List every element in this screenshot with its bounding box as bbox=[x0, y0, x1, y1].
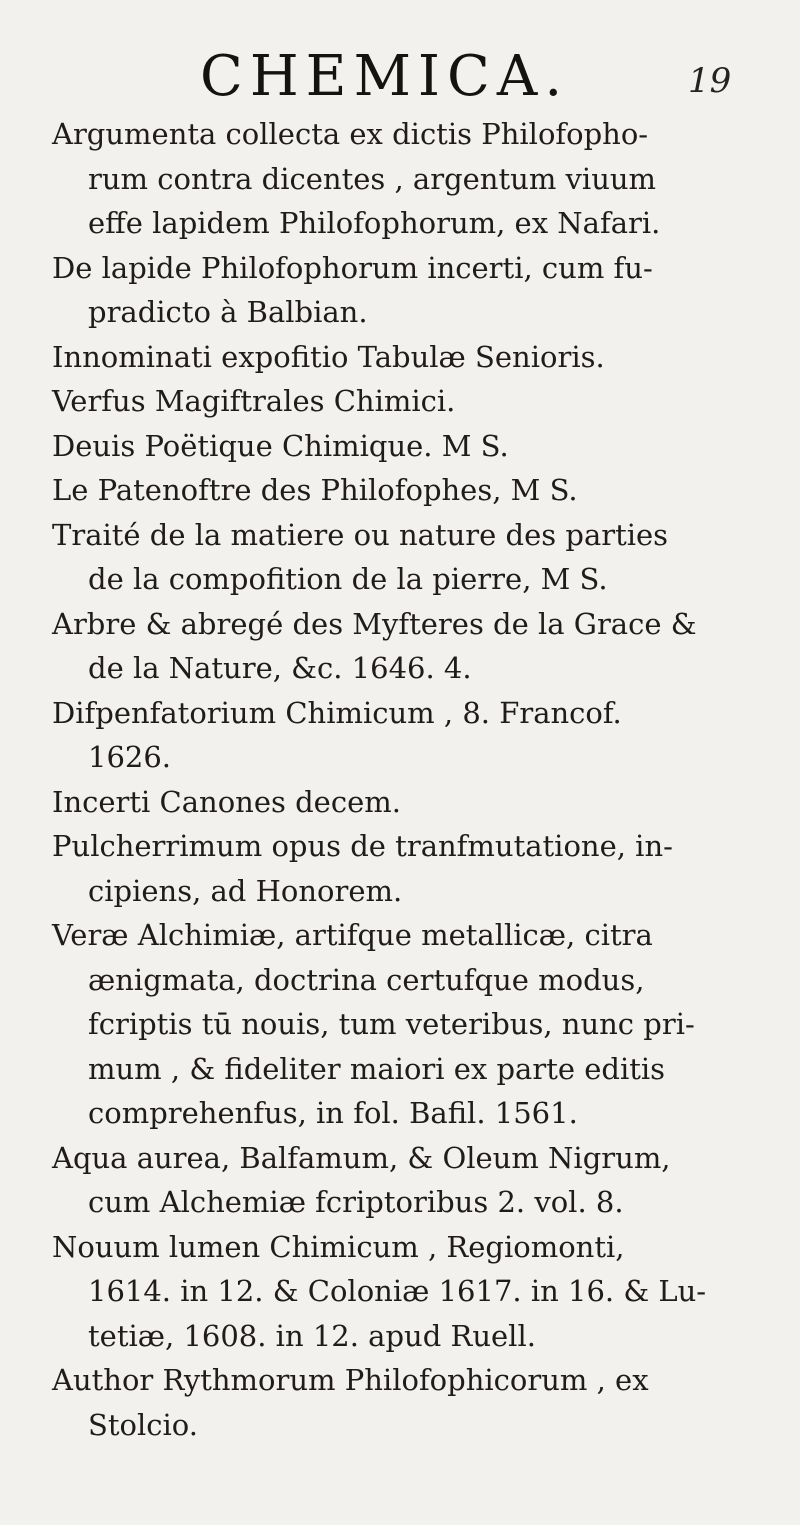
entry-first-line: Pulcherrimum opus de tranfmutatione, in- bbox=[52, 829, 673, 863]
bibliography-entry bbox=[0, 379, 800, 424]
bibliography-entry bbox=[0, 780, 800, 825]
entry-first-line: Author Rythmorum Philofophicorum , ex bbox=[52, 1363, 649, 1397]
bibliography-entry bbox=[0, 335, 800, 380]
entry-first-line: Aqua aurea, Balfamum, & Oleum Nigrum, bbox=[52, 1140, 671, 1175]
entry-continuation-line: comprehenfus, in fol. Bafil. 1561. bbox=[88, 1096, 578, 1130]
entry-continuation-line: de la compofition de la pierre, M S. bbox=[88, 562, 608, 596]
entry-first-line: Argumenta collecta ex dictis Philofopho- bbox=[52, 117, 649, 151]
entry-continuation-line: rum contra dicentes , argentum viuum bbox=[88, 161, 657, 196]
bibliography-entry bbox=[0, 1358, 800, 1447]
bibliography-entry bbox=[0, 824, 800, 913]
bibliography-entry bbox=[0, 112, 800, 246]
entry-continuation-line: tetiæ, 1608. in 12. apud Ruell. bbox=[88, 1318, 536, 1353]
page-header bbox=[0, 46, 800, 108]
entry-continuation-line: effe lapidem Philofophorum, ex Nafari. bbox=[88, 206, 661, 240]
bibliography-entry bbox=[0, 602, 800, 691]
bibliography-entry bbox=[0, 424, 800, 469]
entry-continuation-line: 1614. in 12. & Coloniæ 1617. in 16. & Lu- bbox=[88, 1274, 707, 1308]
entry-first-line: Arbre & abregé des Myfteres de la Grace & bbox=[52, 606, 697, 641]
entry-first-line: Deuis Poëtique Chimique. M S. bbox=[52, 428, 509, 463]
entry-first-line: Difpenfatorium Chimicum , 8. Francof. bbox=[52, 695, 622, 730]
entry-continuation-line: 1626. bbox=[88, 740, 172, 774]
entry-first-line: Veræ Alchimiæ, artifque metallicæ, citra bbox=[52, 918, 653, 952]
entry-first-line: Incerti Canones decem. bbox=[52, 784, 401, 819]
bibliography-entry bbox=[0, 913, 800, 1136]
bibliography-entry bbox=[0, 468, 800, 513]
bibliography-entry bbox=[0, 513, 800, 602]
entry-first-line: Le Patenoftre des Philofophes, M S. bbox=[52, 473, 578, 507]
entry-continuation-line: mum , & fideliter maiori ex parte editis bbox=[88, 1051, 666, 1086]
entry-continuation-line: Stolcio. bbox=[88, 1407, 198, 1442]
entry-continuation-line: cipiens, ad Honorem. bbox=[88, 873, 403, 908]
running-title: CHEMICA. bbox=[200, 44, 570, 109]
entry-first-line: Verfus Magiftrales Chimici. bbox=[52, 384, 456, 418]
entry-first-line: Traité de la matiere ou nature des parties bbox=[52, 517, 669, 552]
entry-first-line: Nouum lumen Chimicum , Regiomonti, bbox=[52, 1229, 625, 1264]
entry-continuation-line: ænigmata, doctrina certufque modus, bbox=[88, 962, 645, 997]
bibliography-list bbox=[0, 112, 800, 1447]
entry-continuation-line: pradicto à Balbian. bbox=[88, 295, 368, 329]
bibliography-entry bbox=[0, 691, 800, 780]
page-number: 19 bbox=[688, 61, 732, 101]
bibliography-entry bbox=[0, 246, 800, 335]
entry-continuation-line: fcriptis tū nouis, tum veteribus, nunc pri- bbox=[88, 1007, 695, 1041]
entry-first-line: De lapide Philofophorum incerti, cum fu- bbox=[52, 250, 653, 285]
bibliography-entry bbox=[0, 1225, 800, 1359]
entry-continuation-line: de la Nature, &c. 1646. 4. bbox=[88, 651, 472, 685]
bibliography-entry bbox=[0, 1136, 800, 1225]
entry-continuation-line: cum Alchemiæ fcriptoribus 2. vol. 8. bbox=[88, 1185, 624, 1219]
entry-first-line: Innominati expofitio Tabulæ Senioris. bbox=[52, 339, 605, 374]
